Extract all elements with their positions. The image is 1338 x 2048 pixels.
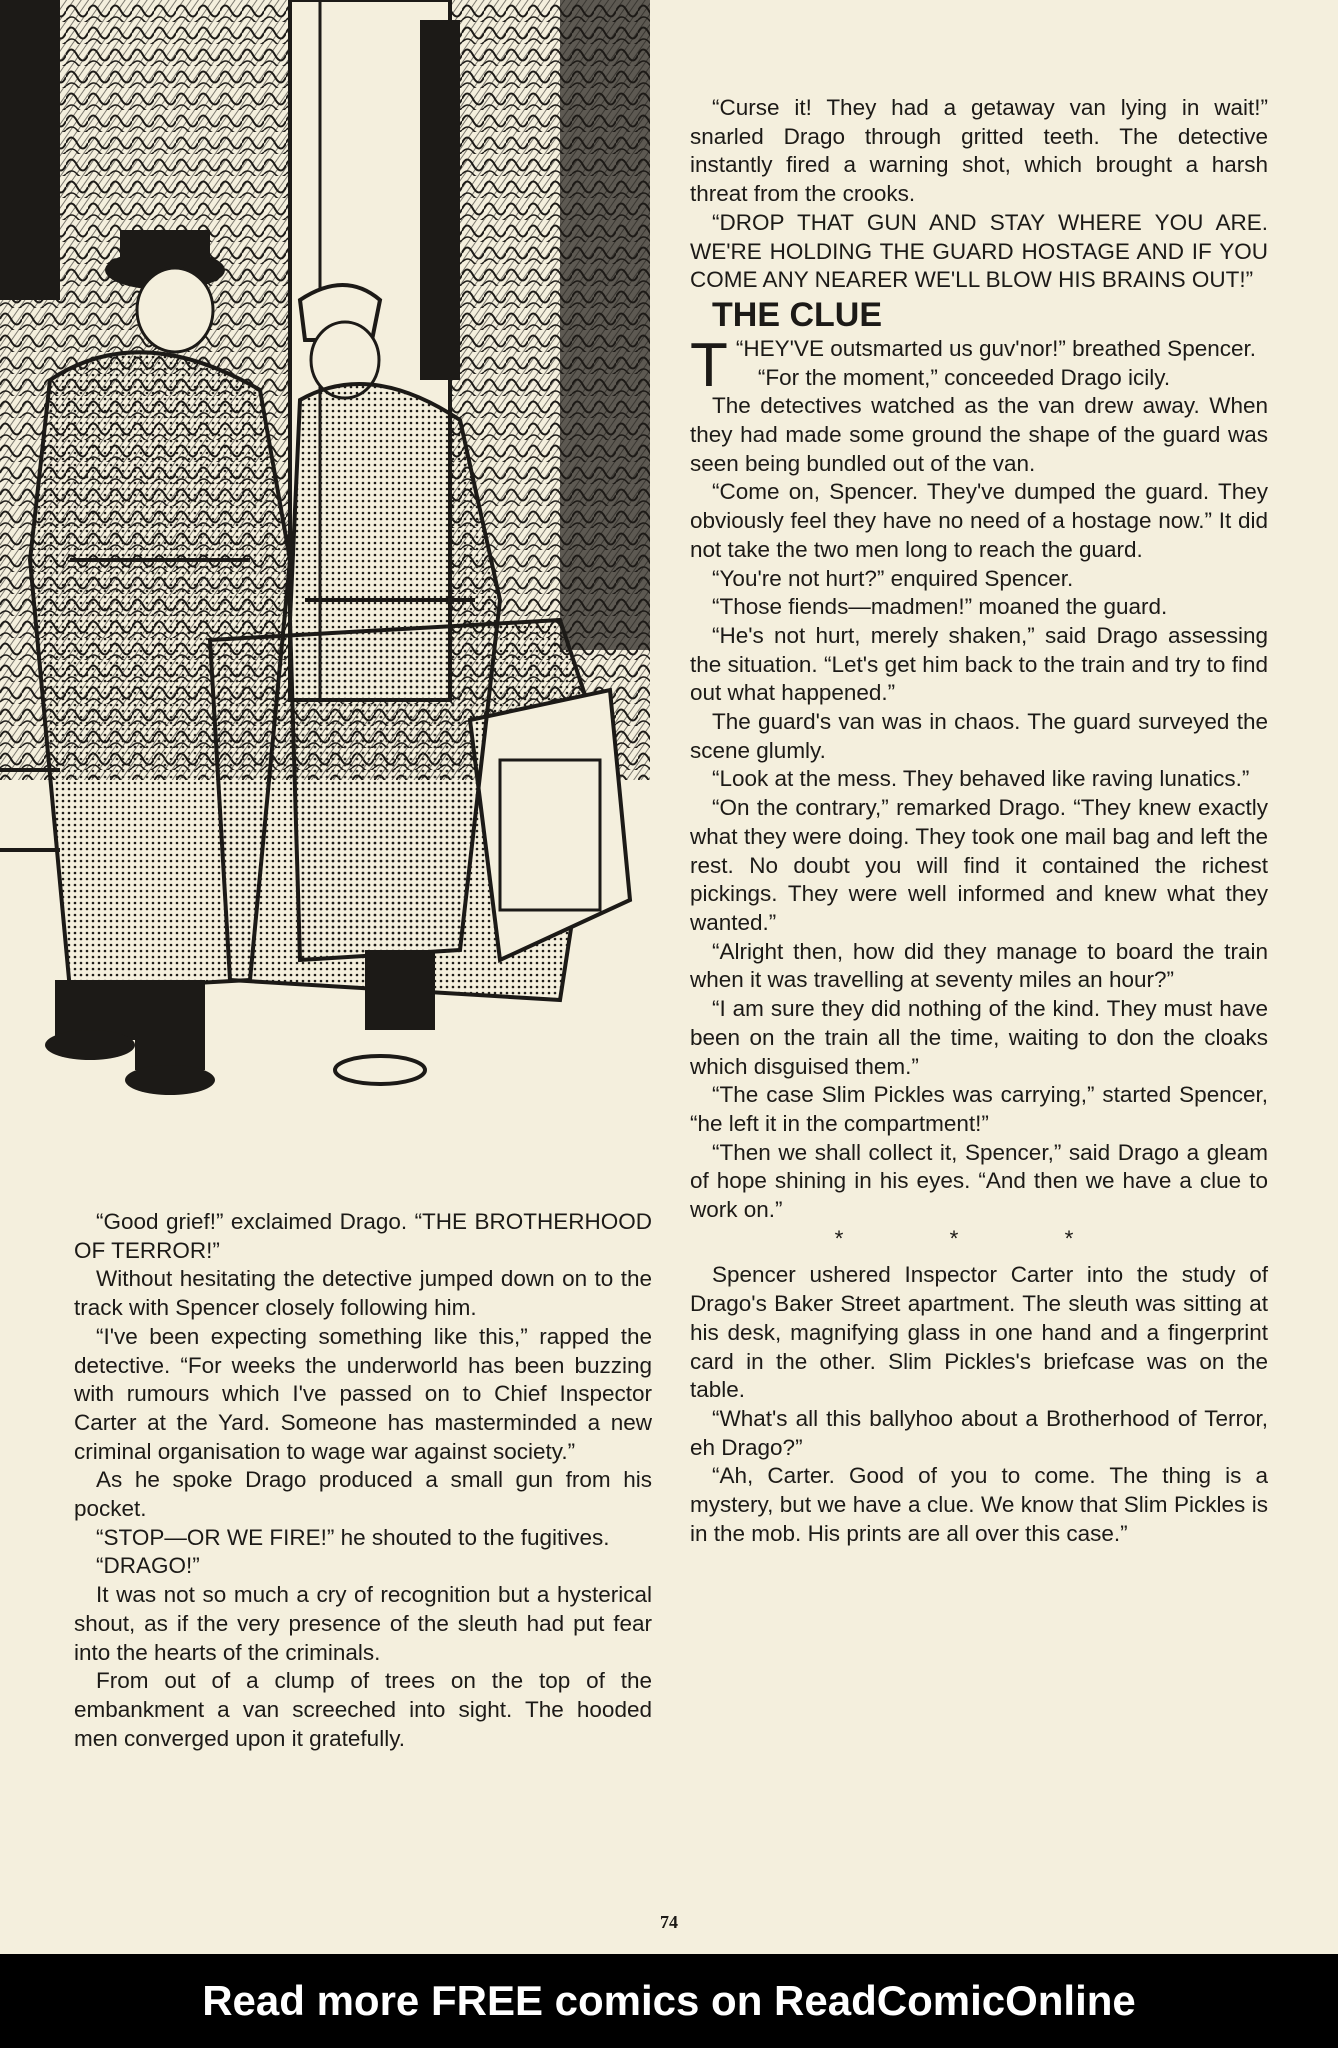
right-text-column [690,94,1268,1548]
right-paragraph-5: “Those fiends—madmen!” moaned the guard. [712,594,1168,620]
right-paragraph-12: “The case Slim Pickles was carrying,” started Spencer, “he left it in the compartment!” [690,1082,1268,1136]
right-closing-paragraph-3: “Ah, Carter. Good of you to come. The thing is a mystery, but we have a clue. We know that Slim Pickles is in the mob. His prints are all over this case.” [690,1463,1268,1546]
left-paragraph-4: As he spoke Drago produced a small gun from his pocket. [74,1467,652,1522]
dropcap-letter: T [690,330,728,400]
right-closing-paragraph-1: Spencer ushered Inspector Carter into the study of Drago's Baker Street apartment. The sleuth was sitting at his desk, magnifying glass in one hand and a fingerprint card in the other. Slim Pickles's briefcase was on the table. [690,1262,1268,1403]
dropcap-rest: HEY'VE outsmarted us guv'nor!” breathed Spencer. [743,335,1256,361]
page-number: 74 [660,1912,678,1932]
left-paragraph-8: From out of a clump of trees on the top of the embankment a van screeched into sight. The hooded men converged upon it gratefully. [74,1668,652,1751]
right-paragraph-4: “You're not hurt?” enquired Spencer. [712,565,1074,591]
section-separator: * * * [834,1225,1124,1251]
right-paragraph-1: “For the moment,” conceeded Drago icily. [757,364,1171,390]
right-paragraph-9: “On the contrary,” remarked Drago. “They knew exactly what they were doing. They took one mail bag and left the rest. No doubt you will find it contained the richest pickings. They were well informed and knew what they wanted.” [690,795,1268,935]
right-intro-paragraph-2: “DROP THAT GUN AND STAY WHERE YOU ARE. WE'RE HOLDING THE GUARD HOSTAGE AND IF YOU COME ANY NEARER WE'LL BLOW HIS BRAINS OUT!” [690,209,1268,293]
right-paragraph-7: The guard's van was in chaos. The guard surveyed the scene glumly. [690,709,1268,763]
footer-banner-text[interactable]: Read more FREE comics on ReadComicOnline [202,1977,1136,2024]
dropcap-open-quote: “ [735,335,744,361]
right-paragraph-13: “Then we shall collect it, Spencer,” said Drago a gleam of hope shining in his eyes. “And then we have a clue to work on.” [690,1139,1268,1223]
section-heading: THE CLUE [712,295,882,334]
left-paragraph-3: “I've been expecting something like this,” rapped the detective. “For weeks the underworld has been buzzing with rumours which I've passed on to Chief Inspector Carter at the Yard. Someone has masterminded a new criminal organisation to wage war against society.” [74,1323,652,1464]
left-paragraph-7: It was not so much a cry of recognition but a hysterical shout, as if the very presence of the sleuth had put fear into the hearts of the criminals. [74,1582,652,1665]
right-paragraph-10: “Alright then, how did they manage to board the train when it was travelling at seventy miles an hour?” [690,938,1268,993]
right-paragraph-3: “Come on, Spencer. They've dumped the guard. They obviously feel they have no need of a hostage now.” It did not take the two men long to reach the guard. [690,479,1268,562]
right-closing-paragraph-2: “What's all this ballyhoo about a Brotherhood of Terror, eh Drago?” [690,1405,1268,1460]
footer-banner[interactable] [0,1954,1338,2048]
right-paragraph-8: “Look at the mess. They behaved like raving lunatics.” [712,766,1250,792]
detectives-illustration-icon [0,0,650,1130]
illustration [0,0,650,1130]
right-intro-paragraph-1: “Curse it! They had a getaway van lying in wait!” snarled Drago through gritted teeth. The detective instantly fired a warning shot, which brought a harsh threat from the crooks. [690,95,1268,207]
left-paragraph-5: “STOP—OR WE FIRE!” he shouted to the fugitives. [96,1524,610,1550]
left-paragraph-2: Without hesitating the detective jumped down on to the track with Spencer closely following him. [74,1266,652,1321]
right-paragraph-2: The detectives watched as the van drew away. When they had made some ground the shape of the guard was seen being bundled out of the van. [690,393,1268,476]
left-paragraph-6: “DRAGO!” [96,1553,200,1579]
left-paragraph-1: “Good grief!” exclaimed Drago. “THE BROTHERHOOD OF TERROR!” [74,1209,652,1263]
left-text-column [74,1208,652,1753]
right-paragraph-6: “He's not hurt, merely shaken,” said Drago assessing the situation. “Let's get him back to the train and try to find out what happened.” [690,622,1268,706]
right-paragraph-11: “I am sure they did nothing of the kind. They must have been on the train all the time, waiting to don the cloaks which disguised them.” [690,996,1268,1079]
